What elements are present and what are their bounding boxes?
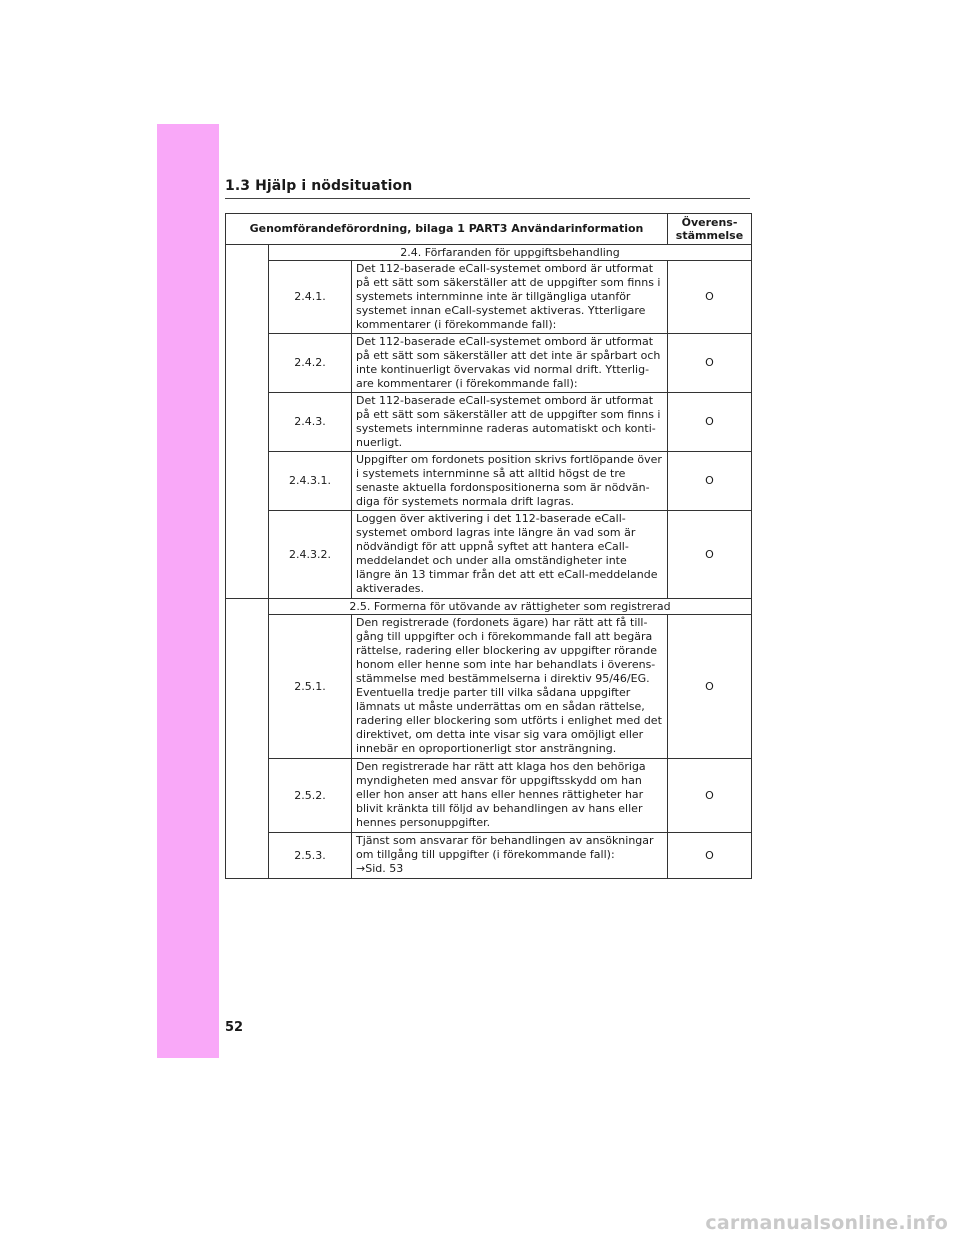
- section-row: [226, 245, 752, 261]
- table-row: [226, 334, 752, 393]
- section-title-2-4: 2.4. Förfaranden för uppgiftsbehandling: [269, 245, 752, 261]
- row-description: Den registrerade (fordonets ägare) har rätt att få till-gång till uppgifter och i förekommande fall att begära rättelse, radering eller blockering av uppgifter rörande honom eller henne som inte har behandlats i överens-stämmelse med bestämmelserna i direktiv 95/46/EG. Eventuella tredje parter till vilka sådana uppgifter lämnats ut måste underrättas om en sådan rättelse, radering eller blockering som utförts i enlighet med det direktivet, om detta inte visar sig vara omöjligt eller innebär en oproportionerligt stor ansträngning.: [352, 615, 668, 759]
- table-row: [226, 452, 752, 511]
- compliance-mark: O: [668, 511, 752, 599]
- row-description: Den registrerade har rätt att klaga hos den behöriga myndigheten med ansvar för uppgiftsskydd om han eller hon anser att hans eller hennes rättigheter har blivit kränkta till följd av behandlingen av hans eller hennes personuppgifter.: [352, 759, 668, 833]
- row-description-text: Tjänst som ansvarar för behandlingen av ansökningar om tillgång till uppgifter (i förekommande fall):: [356, 834, 654, 861]
- row-number: 2.4.1.: [269, 261, 352, 334]
- row-number: 2.4.2.: [269, 334, 352, 393]
- page-number: 52: [225, 1020, 244, 1035]
- row-description: Uppgifter om fordonets position skrivs fortlöpande över i systemets internminne så att alltid högst de tre senaste aktuella fordonspositionerna som är nödvän-diga för systemets normala drift lagras.: [352, 452, 668, 511]
- compliance-mark: O: [668, 833, 752, 879]
- table-row: [226, 759, 752, 833]
- row-number: 2.4.3.1.: [269, 452, 352, 511]
- compliance-mark: O: [668, 615, 752, 759]
- header-regulation: Genomförandeförordning, bilaga 1 PART3 Användarinformation: [226, 214, 668, 245]
- row-description: Det 112-baserade eCall-systemet ombord är utformat på ett sätt som säkerställer att det inte är spårbart och inte kontinuerligt övervakas vid normal drift. Ytterlig-are kommentarer (i förekommande fall):: [352, 334, 668, 393]
- header-compliance: [668, 214, 752, 245]
- row-number: 2.4.3.: [269, 393, 352, 452]
- table-row: [226, 261, 752, 334]
- title-divider: [225, 198, 750, 199]
- compliance-mark: O: [668, 334, 752, 393]
- row-number: 2.5.1.: [269, 615, 352, 759]
- compliance-mark: O: [668, 759, 752, 833]
- watermark: carmanualsonline.info: [705, 1212, 948, 1234]
- row-description: Det 112-baserade eCall-systemet ombord är utformat på ett sätt som säkerställer att de uppgifter som finns i systemets internminne inte är tillgängliga utanför systemet innan eCall-systemet aktiveras. Ytterligare kommentarer (i förekommande fall):: [352, 261, 668, 334]
- row-description: Loggen över aktivering i det 112-baserade eCall-systemet ombord lagras inte längre än vad som är nödvändigt för att uppnå syftet att hantera eCall-meddelandet och under alla omständigheter inte längre än 13 timmar från det att ett eCall-meddelande aktiverades.: [352, 511, 668, 599]
- chapter-side-tab: [157, 124, 219, 1058]
- section-row: [226, 599, 752, 615]
- table-row: [226, 615, 752, 759]
- compliance-mark: O: [668, 452, 752, 511]
- compliance-mark: O: [668, 261, 752, 334]
- row-number: 2.5.2.: [269, 759, 352, 833]
- table-row: [226, 393, 752, 452]
- table-row: [226, 833, 752, 879]
- table-header-row: [226, 214, 752, 245]
- row-description: [352, 833, 668, 879]
- row-number: 2.4.3.2.: [269, 511, 352, 599]
- blank-cell: [226, 599, 269, 879]
- page-reference-link[interactable]: →Sid. 53: [356, 862, 404, 875]
- row-description: Det 112-baserade eCall-systemet ombord är utformat på ett sätt som säkerställer att de uppgifter som finns i systemets internminne raderas automatiskt och konti-nuerligt.: [352, 393, 668, 452]
- row-number: 2.5.3.: [269, 833, 352, 879]
- section-title-2-5: 2.5. Formerna för utövande av rättigheter som registrerad: [269, 599, 752, 615]
- table-row: [226, 511, 752, 599]
- section-title: 1.3 Hjälp i nödsituation: [225, 178, 413, 194]
- blank-cell: [226, 245, 269, 599]
- header-compliance-text: Överens- stämmelse: [675, 216, 744, 242]
- compliance-mark: O: [668, 393, 752, 452]
- user-information-table: [225, 213, 752, 879]
